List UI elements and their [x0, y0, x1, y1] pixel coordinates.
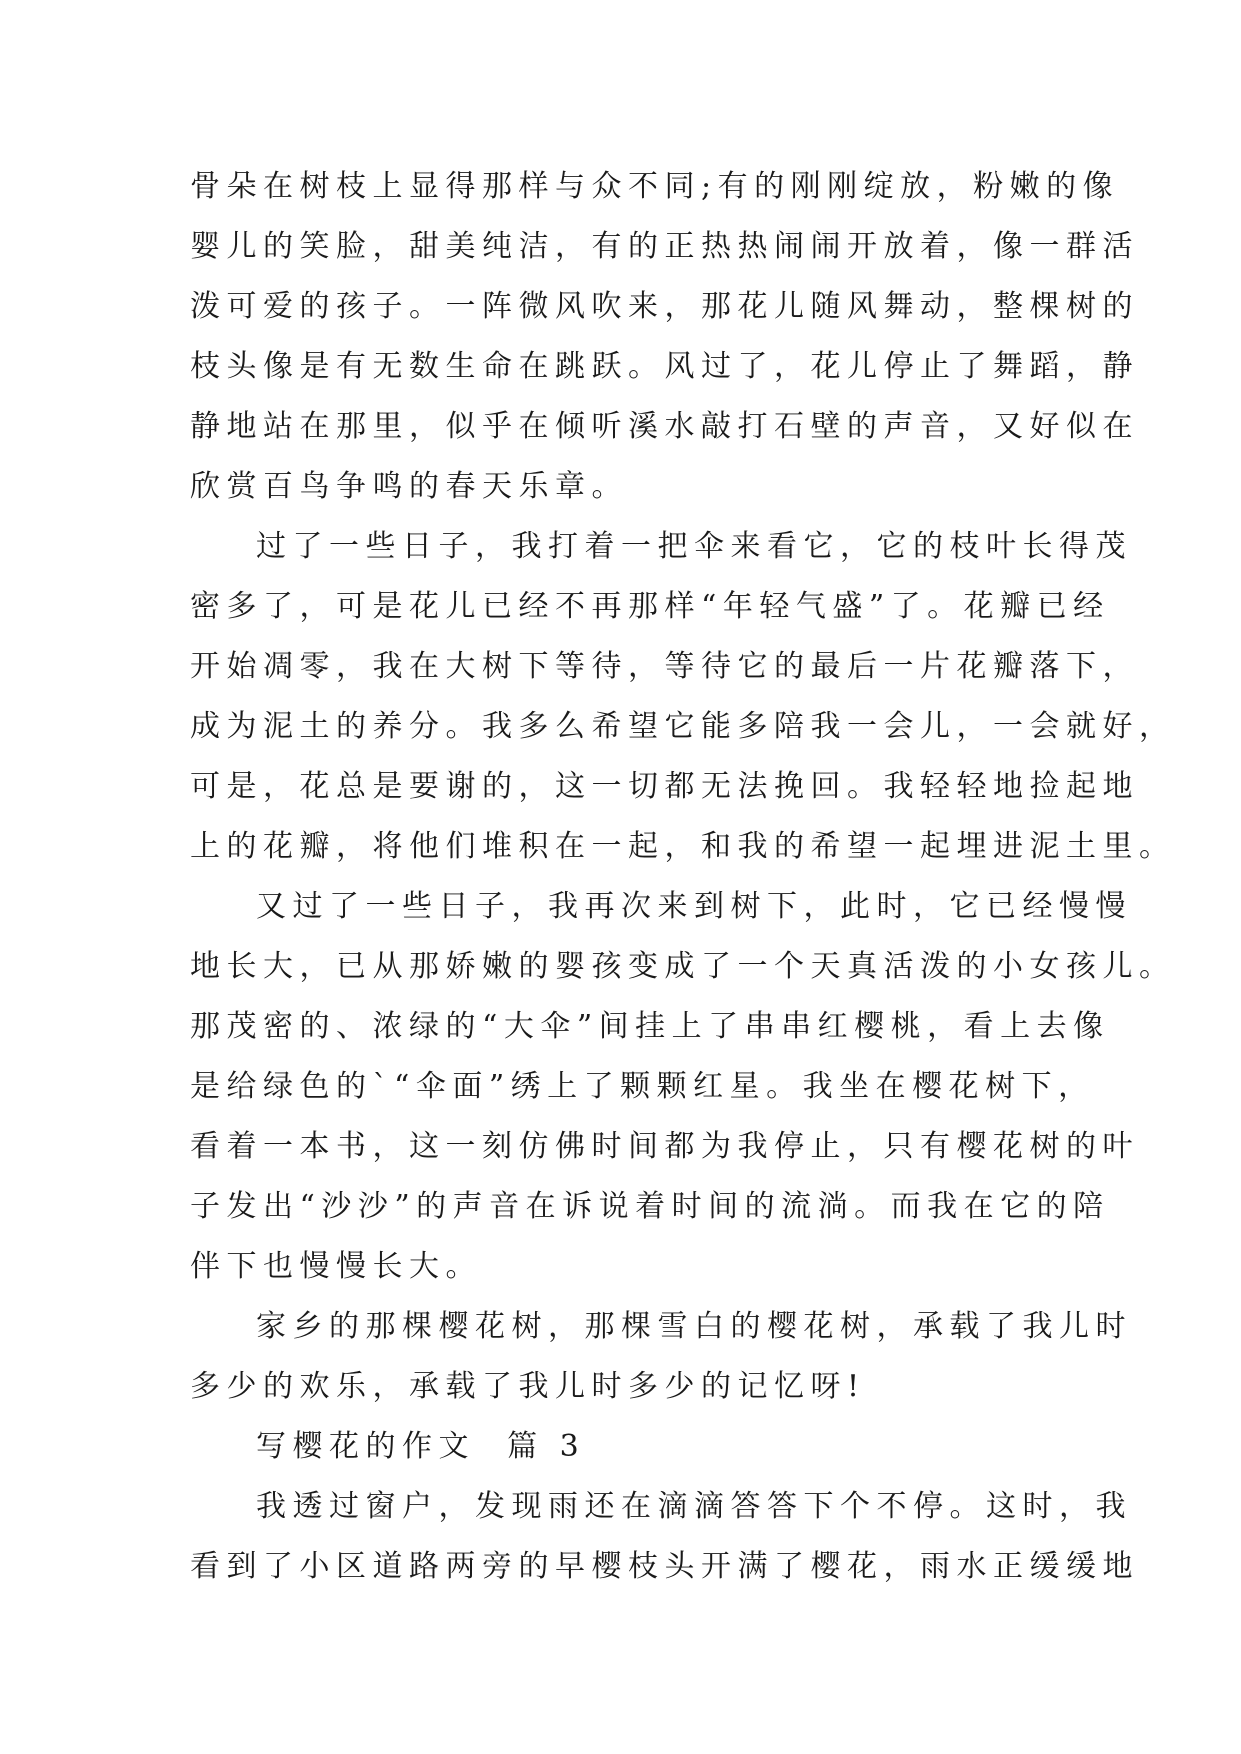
paragraph — [190, 1297, 1132, 1417]
text-line: 枝头像是有无数生命在跳跃。风过了，花儿停止了舞蹈，静 — [190, 349, 1139, 384]
text-line: 静地站在那里，似乎在倾听溪水敲打石壁的声音，又好似在 — [190, 409, 1139, 444]
text-line: 多少的欢乐，承载了我儿时多少的记忆呀! — [190, 1369, 866, 1404]
text-line: 是给绿色的`“伞面”绣上了颗颗红星。我坐在樱花树下， — [190, 1069, 1095, 1104]
paragraph — [190, 1477, 1139, 1597]
paragraph — [190, 157, 1139, 517]
text-line: 地长大，已从那娇嫩的婴孩变成了一个天真活泼的小女孩儿。 — [190, 949, 1176, 984]
text-line: 开始凋零，我在大树下等待，等待它的最后一片花瓣落下， — [190, 649, 1139, 684]
text-line: 欣赏百鸟争鸣的春天乐章。 — [190, 469, 628, 504]
section-heading-text: 写樱花的作文 篇 3 — [256, 1429, 586, 1464]
text-line: 看到了小区道路两旁的早樱枝头开满了樱花，雨水正缓缓地 — [190, 1549, 1139, 1584]
text-line: 子发出“沙沙”的声音在诉说着时间的流淌。而我在它的陪 — [190, 1189, 1110, 1224]
text-line: 成为泥土的养分。我多么希望它能多陪我一会儿，一会就好， — [190, 709, 1176, 744]
text-line: 泼可爱的孩子。一阵微风吹来，那花儿随风舞动，整棵树的 — [190, 289, 1139, 324]
text-line: 可是，花总是要谢的，这一切都无法挽回。我轻轻地捡起地 — [190, 769, 1139, 804]
text-line: 看着一本书，这一刻仿佛时间都为我停止，只有樱花树的叶 — [190, 1129, 1139, 1164]
text-line: 骨朵在树枝上显得那样与众不同;有的刚刚绽放，粉嫩的像 — [190, 169, 1120, 204]
section-heading — [190, 1417, 1060, 1477]
text-line: 我透过窗户，发现雨还在滴滴答答下个不停。这时，我 — [256, 1489, 1132, 1524]
text-line: 家乡的那棵樱花树，那棵雪白的樱花树，承载了我儿时 — [256, 1309, 1132, 1344]
text-line: 那茂密的、浓绿的“大伞”间挂上了串串红樱桃，看上去像 — [190, 1009, 1110, 1044]
text-line: 伴下也慢慢长大。 — [190, 1249, 482, 1284]
text-line: 上的花瓣，将他们堆积在一起，和我的希望一起埋进泥土里。 — [190, 829, 1176, 864]
text-line: 过了一些日子，我打着一把伞来看它，它的枝叶长得茂 — [256, 529, 1132, 564]
paragraph — [190, 517, 1176, 877]
document-body — [190, 157, 1176, 1597]
text-line: 又过了一些日子，我再次来到树下，此时，它已经慢慢 — [256, 889, 1132, 924]
text-line: 密多了，可是花儿已经不再那样“年轻气盛”了。花瓣已经 — [190, 589, 1110, 624]
text-line: 婴儿的笑脸，甜美纯洁，有的正热热闹闹开放着，像一群活 — [190, 229, 1139, 264]
paragraph — [190, 877, 1176, 1297]
